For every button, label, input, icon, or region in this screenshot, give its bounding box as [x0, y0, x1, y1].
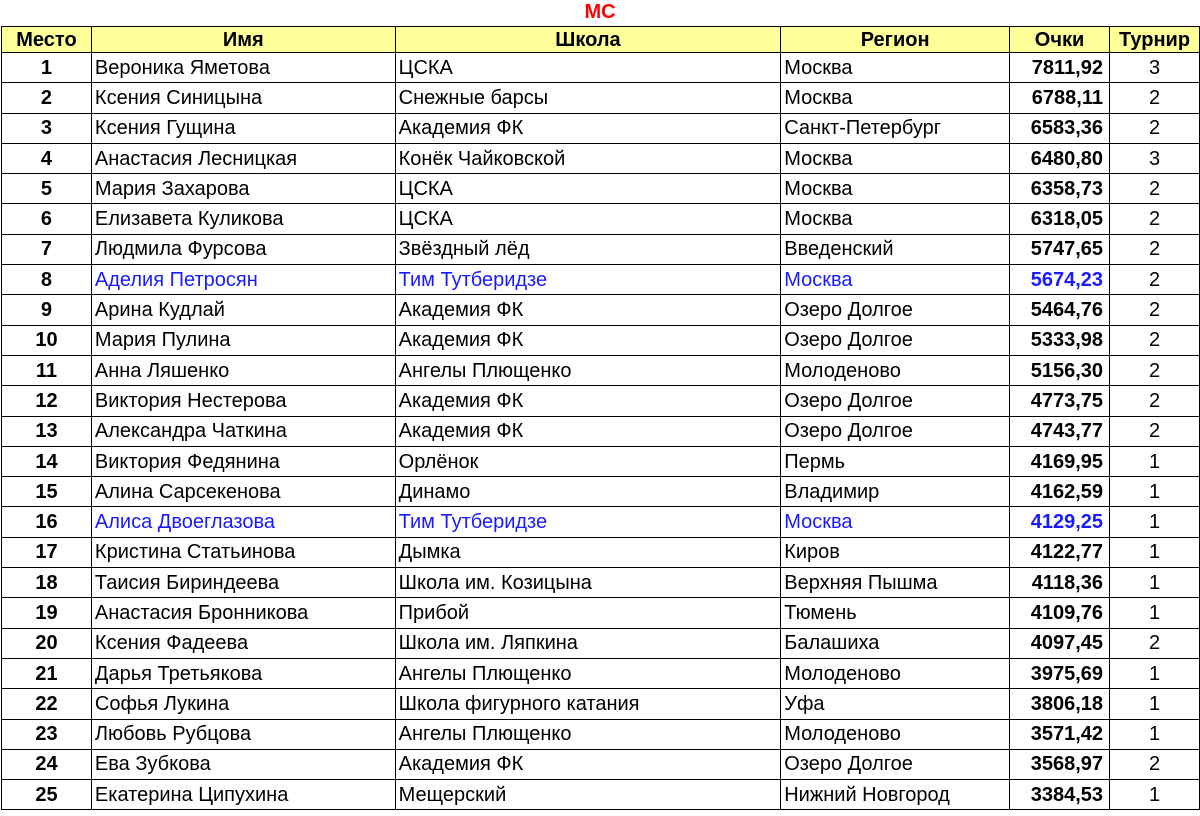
cell-region: Верхняя Пышма — [781, 568, 1010, 598]
cell-score: 3568,97 — [1010, 749, 1110, 779]
cell-region: Введенский — [781, 234, 1010, 264]
cell-place: 25 — [2, 780, 92, 810]
cell-place: 22 — [2, 689, 92, 719]
cell-place: 21 — [2, 658, 92, 688]
cell-school: ЦСКА — [395, 174, 781, 204]
cell-region: Уфа — [781, 689, 1010, 719]
cell-tournaments: 2 — [1110, 628, 1200, 658]
cell-region: Москва — [781, 53, 1010, 83]
cell-place: 17 — [2, 537, 92, 567]
cell-region: Владимир — [781, 477, 1010, 507]
cell-tournaments: 3 — [1110, 143, 1200, 173]
cell-school: Динамо — [395, 477, 781, 507]
table-row — [2, 386, 1200, 416]
table-row — [2, 265, 1200, 295]
cell-region: Молоденово — [781, 658, 1010, 688]
table-row — [2, 658, 1200, 688]
cell-place: 9 — [2, 295, 92, 325]
cell-score: 4743,77 — [1010, 416, 1110, 446]
cell-region: Москва — [781, 174, 1010, 204]
table-row — [2, 234, 1200, 264]
cell-score: 6788,11 — [1010, 83, 1110, 113]
cell-place: 23 — [2, 719, 92, 749]
cell-place: 13 — [2, 416, 92, 446]
cell-tournaments: 1 — [1110, 719, 1200, 749]
cell-tournaments: 1 — [1110, 446, 1200, 476]
cell-name: Аделия Петросян — [91, 265, 395, 295]
cell-school: Школа им. Козицына — [395, 568, 781, 598]
cell-score: 3975,69 — [1010, 658, 1110, 688]
cell-place: 6 — [2, 204, 92, 234]
table-row — [2, 780, 1200, 810]
cell-tournaments: 3 — [1110, 53, 1200, 83]
table-row — [2, 204, 1200, 234]
cell-school: Звёздный лёд — [395, 234, 781, 264]
cell-school: Школа фигурного катания — [395, 689, 781, 719]
cell-place: 12 — [2, 386, 92, 416]
cell-region: Тюмень — [781, 598, 1010, 628]
table-row — [2, 355, 1200, 385]
cell-score: 3806,18 — [1010, 689, 1110, 719]
cell-name: Ксения Гущина — [91, 113, 395, 143]
cell-school: ЦСКА — [395, 204, 781, 234]
cell-tournaments: 2 — [1110, 204, 1200, 234]
table-row — [2, 507, 1200, 537]
cell-region: Москва — [781, 204, 1010, 234]
cell-name: Ксения Фадеева — [91, 628, 395, 658]
cell-place: 16 — [2, 507, 92, 537]
cell-school: Мещерский — [395, 780, 781, 810]
cell-name: Виктория Нестерова — [91, 386, 395, 416]
table-row — [2, 719, 1200, 749]
cell-score: 6583,36 — [1010, 113, 1110, 143]
table-row — [2, 143, 1200, 173]
cell-name: Анастасия Лесницкая — [91, 143, 395, 173]
cell-tournaments: 2 — [1110, 295, 1200, 325]
cell-name: Елизавета Куликова — [91, 204, 395, 234]
cell-name: Людмила Фурсова — [91, 234, 395, 264]
cell-name: Алиса Двоеглазова — [91, 507, 395, 537]
table-row — [2, 295, 1200, 325]
cell-place: 5 — [2, 174, 92, 204]
table-row — [2, 53, 1200, 83]
cell-place: 11 — [2, 355, 92, 385]
cell-score: 4169,95 — [1010, 446, 1110, 476]
cell-tournaments: 1 — [1110, 780, 1200, 810]
cell-score: 5464,76 — [1010, 295, 1110, 325]
cell-tournaments: 1 — [1110, 537, 1200, 567]
table-row — [2, 113, 1200, 143]
cell-score: 5747,65 — [1010, 234, 1110, 264]
cell-region: Балашиха — [781, 628, 1010, 658]
cell-name: Ева Зубкова — [91, 749, 395, 779]
cell-score: 4109,76 — [1010, 598, 1110, 628]
header-school: Школа — [395, 27, 781, 53]
cell-score: 3571,42 — [1010, 719, 1110, 749]
cell-score: 4162,59 — [1010, 477, 1110, 507]
table-row — [2, 325, 1200, 355]
cell-region: Озеро Долгое — [781, 749, 1010, 779]
cell-region: Молоденово — [781, 355, 1010, 385]
header-row — [2, 27, 1200, 53]
cell-tournaments: 2 — [1110, 386, 1200, 416]
header-place: Место — [2, 27, 92, 53]
cell-school: Академия ФК — [395, 749, 781, 779]
cell-score: 6480,80 — [1010, 143, 1110, 173]
header-region: Регион — [781, 27, 1010, 53]
cell-school: Тим Тутберидзе — [395, 507, 781, 537]
cell-score: 4118,36 — [1010, 568, 1110, 598]
cell-name: Анна Ляшенко — [91, 355, 395, 385]
cell-name: Любовь Рубцова — [91, 719, 395, 749]
header-tournaments: Турнир — [1110, 27, 1200, 53]
cell-tournaments: 1 — [1110, 568, 1200, 598]
cell-school: Снежные барсы — [395, 83, 781, 113]
cell-school: Орлёнок — [395, 446, 781, 476]
cell-school: Академия ФК — [395, 113, 781, 143]
cell-place: 24 — [2, 749, 92, 779]
cell-name: Арина Кудлай — [91, 295, 395, 325]
cell-tournaments: 1 — [1110, 507, 1200, 537]
cell-score: 4129,25 — [1010, 507, 1110, 537]
table-row — [2, 446, 1200, 476]
cell-name: Вероника Яметова — [91, 53, 395, 83]
table-row — [2, 174, 1200, 204]
cell-tournaments: 1 — [1110, 689, 1200, 719]
cell-place: 1 — [2, 53, 92, 83]
cell-school: Академия ФК — [395, 386, 781, 416]
table-row — [2, 598, 1200, 628]
cell-tournaments: 2 — [1110, 234, 1200, 264]
cell-region: Москва — [781, 83, 1010, 113]
cell-place: 15 — [2, 477, 92, 507]
cell-tournaments: 2 — [1110, 325, 1200, 355]
cell-score: 4097,45 — [1010, 628, 1110, 658]
cell-place: 10 — [2, 325, 92, 355]
table-row — [2, 537, 1200, 567]
cell-school: Ангелы Плющенко — [395, 719, 781, 749]
cell-region: Киров — [781, 537, 1010, 567]
cell-region: Санкт-Петербург — [781, 113, 1010, 143]
cell-place: 20 — [2, 628, 92, 658]
cell-name: Екатерина Ципухина — [91, 780, 395, 810]
cell-name: Таисия Бириндеева — [91, 568, 395, 598]
cell-school: Прибой — [395, 598, 781, 628]
cell-school: Академия ФК — [395, 295, 781, 325]
cell-name: Ксения Синицына — [91, 83, 395, 113]
table-row — [2, 628, 1200, 658]
table-row — [2, 749, 1200, 779]
cell-region: Озеро Долгое — [781, 325, 1010, 355]
cell-region: Москва — [781, 143, 1010, 173]
cell-place: 19 — [2, 598, 92, 628]
cell-region: Москва — [781, 507, 1010, 537]
cell-region: Пермь — [781, 446, 1010, 476]
cell-score: 5674,23 — [1010, 265, 1110, 295]
cell-tournaments: 2 — [1110, 83, 1200, 113]
cell-region: Озеро Долгое — [781, 386, 1010, 416]
cell-name: Мария Захарова — [91, 174, 395, 204]
cell-region: Нижний Новгород — [781, 780, 1010, 810]
cell-region: Молоденово — [781, 719, 1010, 749]
cell-place: 8 — [2, 265, 92, 295]
cell-name: Мария Пулина — [91, 325, 395, 355]
cell-name: Александра Чаткина — [91, 416, 395, 446]
cell-score: 3384,53 — [1010, 780, 1110, 810]
cell-tournaments: 2 — [1110, 174, 1200, 204]
table-row — [2, 477, 1200, 507]
table-row — [2, 83, 1200, 113]
cell-school: Академия ФК — [395, 416, 781, 446]
table-row — [2, 416, 1200, 446]
cell-school: ЦСКА — [395, 53, 781, 83]
cell-name: Дарья Третьякова — [91, 658, 395, 688]
cell-name: Алина Сарсекенова — [91, 477, 395, 507]
rankings-table — [1, 26, 1200, 810]
cell-place: 18 — [2, 568, 92, 598]
cell-score: 5156,30 — [1010, 355, 1110, 385]
cell-tournaments: 2 — [1110, 265, 1200, 295]
cell-region: Москва — [781, 265, 1010, 295]
cell-name: Кристина Статьинова — [91, 537, 395, 567]
cell-school: Ангелы Плющенко — [395, 355, 781, 385]
cell-region: Озеро Долгое — [781, 416, 1010, 446]
cell-region: Озеро Долгое — [781, 295, 1010, 325]
cell-place: 2 — [2, 83, 92, 113]
cell-score: 6358,73 — [1010, 174, 1110, 204]
cell-name: Софья Лукина — [91, 689, 395, 719]
cell-tournaments: 1 — [1110, 658, 1200, 688]
cell-school: Тим Тутберидзе — [395, 265, 781, 295]
cell-score: 4122,77 — [1010, 537, 1110, 567]
cell-place: 3 — [2, 113, 92, 143]
cell-place: 7 — [2, 234, 92, 264]
table-title: МС — [584, 1, 616, 23]
cell-tournaments: 2 — [1110, 355, 1200, 385]
cell-school: Академия ФК — [395, 325, 781, 355]
cell-name: Виктория Федянина — [91, 446, 395, 476]
cell-place: 4 — [2, 143, 92, 173]
cell-score: 4773,75 — [1010, 386, 1110, 416]
cell-score: 6318,05 — [1010, 204, 1110, 234]
header-score: Очки — [1010, 27, 1110, 53]
header-name: Имя — [91, 27, 395, 53]
table-row — [2, 689, 1200, 719]
cell-score: 5333,98 — [1010, 325, 1110, 355]
cell-school: Конёк Чайковской — [395, 143, 781, 173]
cell-school: Школа им. Ляпкина — [395, 628, 781, 658]
cell-place: 14 — [2, 446, 92, 476]
cell-school: Дымка — [395, 537, 781, 567]
cell-name: Анастасия Бронникова — [91, 598, 395, 628]
table-body — [2, 53, 1200, 810]
cell-tournaments: 1 — [1110, 598, 1200, 628]
cell-score: 7811,92 — [1010, 53, 1110, 83]
cell-tournaments: 1 — [1110, 477, 1200, 507]
table-row — [2, 568, 1200, 598]
cell-tournaments: 2 — [1110, 416, 1200, 446]
cell-tournaments: 2 — [1110, 113, 1200, 143]
cell-school: Ангелы Плющенко — [395, 658, 781, 688]
cell-tournaments: 2 — [1110, 749, 1200, 779]
